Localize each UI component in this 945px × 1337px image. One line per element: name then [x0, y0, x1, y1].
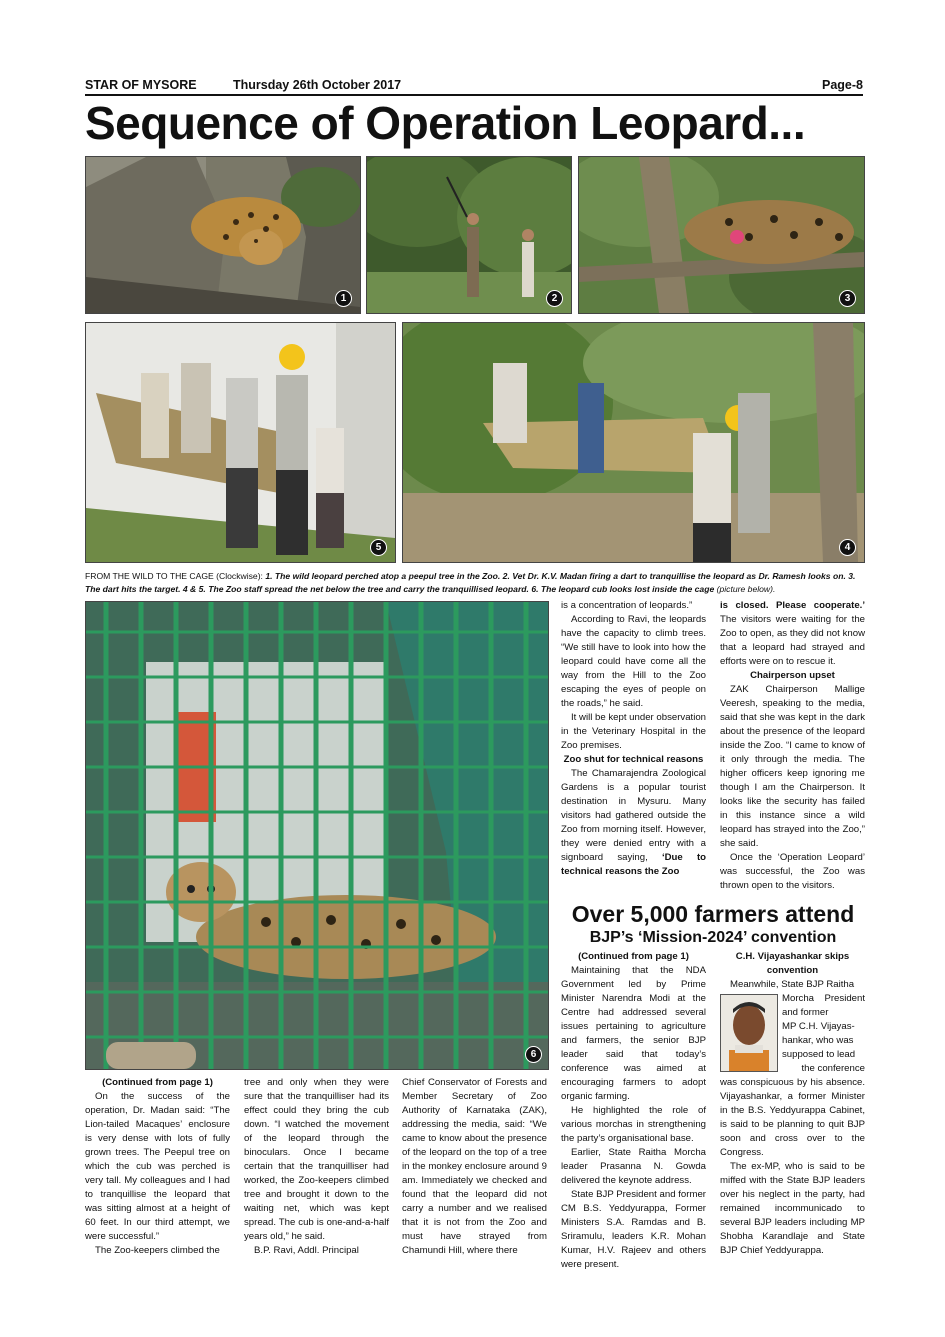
photo-number: 3	[839, 290, 856, 307]
photo-number: 5	[370, 539, 387, 556]
photo-number: 4	[839, 539, 856, 556]
wrapped-line: hankar, who was	[782, 1035, 854, 1046]
signboard-text: ‘Due to technical reasons the Zoo	[561, 852, 706, 877]
photo-1-leopard-on-tree	[85, 156, 361, 314]
wrapped-line: the conference	[801, 1063, 865, 1074]
photo-4-staff-spreading-net	[402, 322, 865, 563]
caption-tail: (picture below).	[716, 584, 776, 594]
story2-column-2	[720, 950, 865, 1258]
story2-column-1	[561, 950, 706, 1272]
story2-headline	[561, 900, 865, 948]
paragraph: Chief Conservator of Forests and Member Secretary of Zoo Authority of Karnataka (ZAK), addressing the media, said: “We came to know about the presence of the leopard on the top of a tree in the monkey enclosure around 9 am. Immediately we checked and found that the leopard did not carry a number and we realised that it is not from the Zoo and must have strayed from Chamundi Hill, where there	[402, 1077, 547, 1256]
paragraph: Meanwhile, State BJP Raitha	[730, 979, 855, 990]
story1-column-5	[720, 599, 865, 893]
paper-name: STAR OF MYSORE	[85, 78, 197, 92]
story2-headline-line1: Over 5,000 farmers attend	[571, 901, 855, 927]
paragraph: State BJP President and former CM B.S. Yeddyurappa, Former Ministers S.A. Ramdas and B. Sriramulu, leaders K.R. Mohan Kumar, H.V. Rajeev and others were present.	[561, 1189, 706, 1270]
wrapped-text	[782, 992, 865, 1076]
page-headline: Sequence of Operation Leopard...	[85, 97, 806, 149]
masthead	[85, 78, 863, 96]
paragraph: Maintaining that the NDA Government led by Prime Minister Narendra Modi at the Centre had addressed several issues pertaining to agriculture and farmers, the senior BJP leader said that today’s conference was aimed at encouraging farmers to adopt organic farming.	[561, 965, 706, 1102]
photo-number: 1	[335, 290, 352, 307]
photo-6-leopard-in-cage	[85, 601, 549, 1070]
caption-body: 1. The wild leopard perched atop a peepul tree in the Zoo. 2. Vet Dr. K.V. Madan firing a dart to tranquillise the leopard as Dr. Ramesh looks on. 3. The dart hits the target. 4 & 5. The Zoo staff spread the net below the tree and carry the tranquillised leopard. 6. The leopard cub looks lost inside the cage	[85, 571, 856, 594]
story1-column-2	[244, 1076, 389, 1258]
paragraph: The ex-MP, who is said to be miffed with the State BJP leaders over his neglect in the party, had remained incommunicado to several BJP leaders including MP Shobha Karandlaje and State BJP Chief Yeddyurappa.	[720, 1161, 865, 1256]
photo-3-dart-hits-leopard	[578, 156, 865, 314]
paragraph: The Zoo-keepers climbed the	[95, 1245, 220, 1256]
photo-2-vet-firing-dart	[366, 156, 572, 314]
story1-column-3	[402, 1076, 547, 1258]
story2-headline-line2: BJP’s ‘Mission-2024’ convention	[589, 929, 837, 946]
paragraph: Earlier, State Raitha Morcha leader Prasanna N. Gowda delivered the keynote address.	[561, 1147, 706, 1186]
caption-lead: FROM THE WILD TO THE CAGE (Clockwise):	[85, 571, 266, 581]
paragraph: The visitors were waiting for the Zoo to open, as they did not know that a leopard had strayed and efforts were on to rescue it.	[720, 614, 865, 667]
signboard-text: is closed. Please cooperate.’	[720, 600, 865, 611]
paragraph: On the success of the operation, Dr. Madan said: “The Lion-tailed Macaques’ enclosure is very dense with lots of fully grown trees. The Peepul tree on which the cub was perched is very tall. My colleagues and I had to tranquillise the leopard that was sitting almost at a height of 60 feet. In our third attempt, we were successful.”	[85, 1091, 230, 1242]
paragraph: It will be kept under observation in the Veterinary Hospital in the Zoo premises.	[561, 712, 706, 751]
paragraph: The Chamarajendra Zoological Gardens is a popular tourist destination in Mysuru. Many visitors had gathered outside the Zoo from morning itself. However, they were denied entry with a signboard saying,	[561, 768, 706, 863]
photo-number: 6	[525, 1046, 542, 1063]
wrapped-line: Morcha President and former	[782, 993, 865, 1018]
issue-date: Thursday 26th October 2017	[233, 78, 402, 92]
subheading: Zoo shut for technical reasons	[563, 754, 704, 765]
paragraph: Once the ‘Operation Leopard’ was successful, the Zoo was thrown open to the visitors.	[720, 852, 865, 891]
paragraph: According to Ravi, the leopards have the capacity to climb trees. “We still have to look into how the leopard could have come all the way from the Hill to the Zoo escaping the eyes of people on the roads,” he said.	[561, 614, 706, 709]
wrapped-line: supposed to lead	[782, 1049, 856, 1060]
paragraph: was conspicuous by his absence. Vijayashankar, a former Minister in the B.S. Yeddyurappa Cabinet, is said to be planning to quit BJP soon and cross over to the Congress.	[720, 1077, 865, 1158]
page-number: Page-8	[822, 78, 863, 92]
photo-wrap-block	[720, 992, 865, 1076]
photo-number: 2	[546, 290, 563, 307]
subheading: Chairperson upset	[750, 670, 835, 681]
story1-column-4	[561, 599, 706, 879]
paragraph: B.P. Ravi, Addl. Principal	[254, 1245, 359, 1256]
portrait-photo	[720, 994, 778, 1072]
paragraph: ZAK Chairperson Mallige Veeresh, speaking to the media, said that she was kept in the dark about the presence of the leopard inside the Zoo. “I came to know of it only through the media. The higher officers keep ignoring me though I am the Chairperson. It looks like the security has failed in this instance since a wild leopard has strayed into the Zoo,” she said.	[720, 684, 865, 849]
photo-5-staff-carrying-leopard	[85, 322, 396, 563]
paragraph: He highlighted the role of various morchas in strengthening the party’s organisational base.	[561, 1105, 706, 1144]
paragraph: is a concentration of leopards.”	[561, 600, 693, 611]
continued-note: (Continued from page 1)	[102, 1077, 213, 1088]
subheading: C.H. Vijayashankar skips convention	[735, 951, 850, 976]
photo-caption	[85, 570, 863, 596]
continued-note: (Continued from page 1)	[578, 951, 689, 962]
story1-column-1	[85, 1076, 230, 1258]
paragraph: tree and only when they were sure that the tranquilliser had its effect could they bring the cub down. “I watched the movement of the leopard through the binoculars. Once I became certain that the tranquilliser had worked, the Zoo-keepers climbed tree and brought it down to the waiting net, which was kept spread. The cub is one-and-a-half years old,” he said.	[244, 1077, 389, 1242]
wrapped-line: MP C.H. Vijayas-	[782, 1021, 855, 1032]
